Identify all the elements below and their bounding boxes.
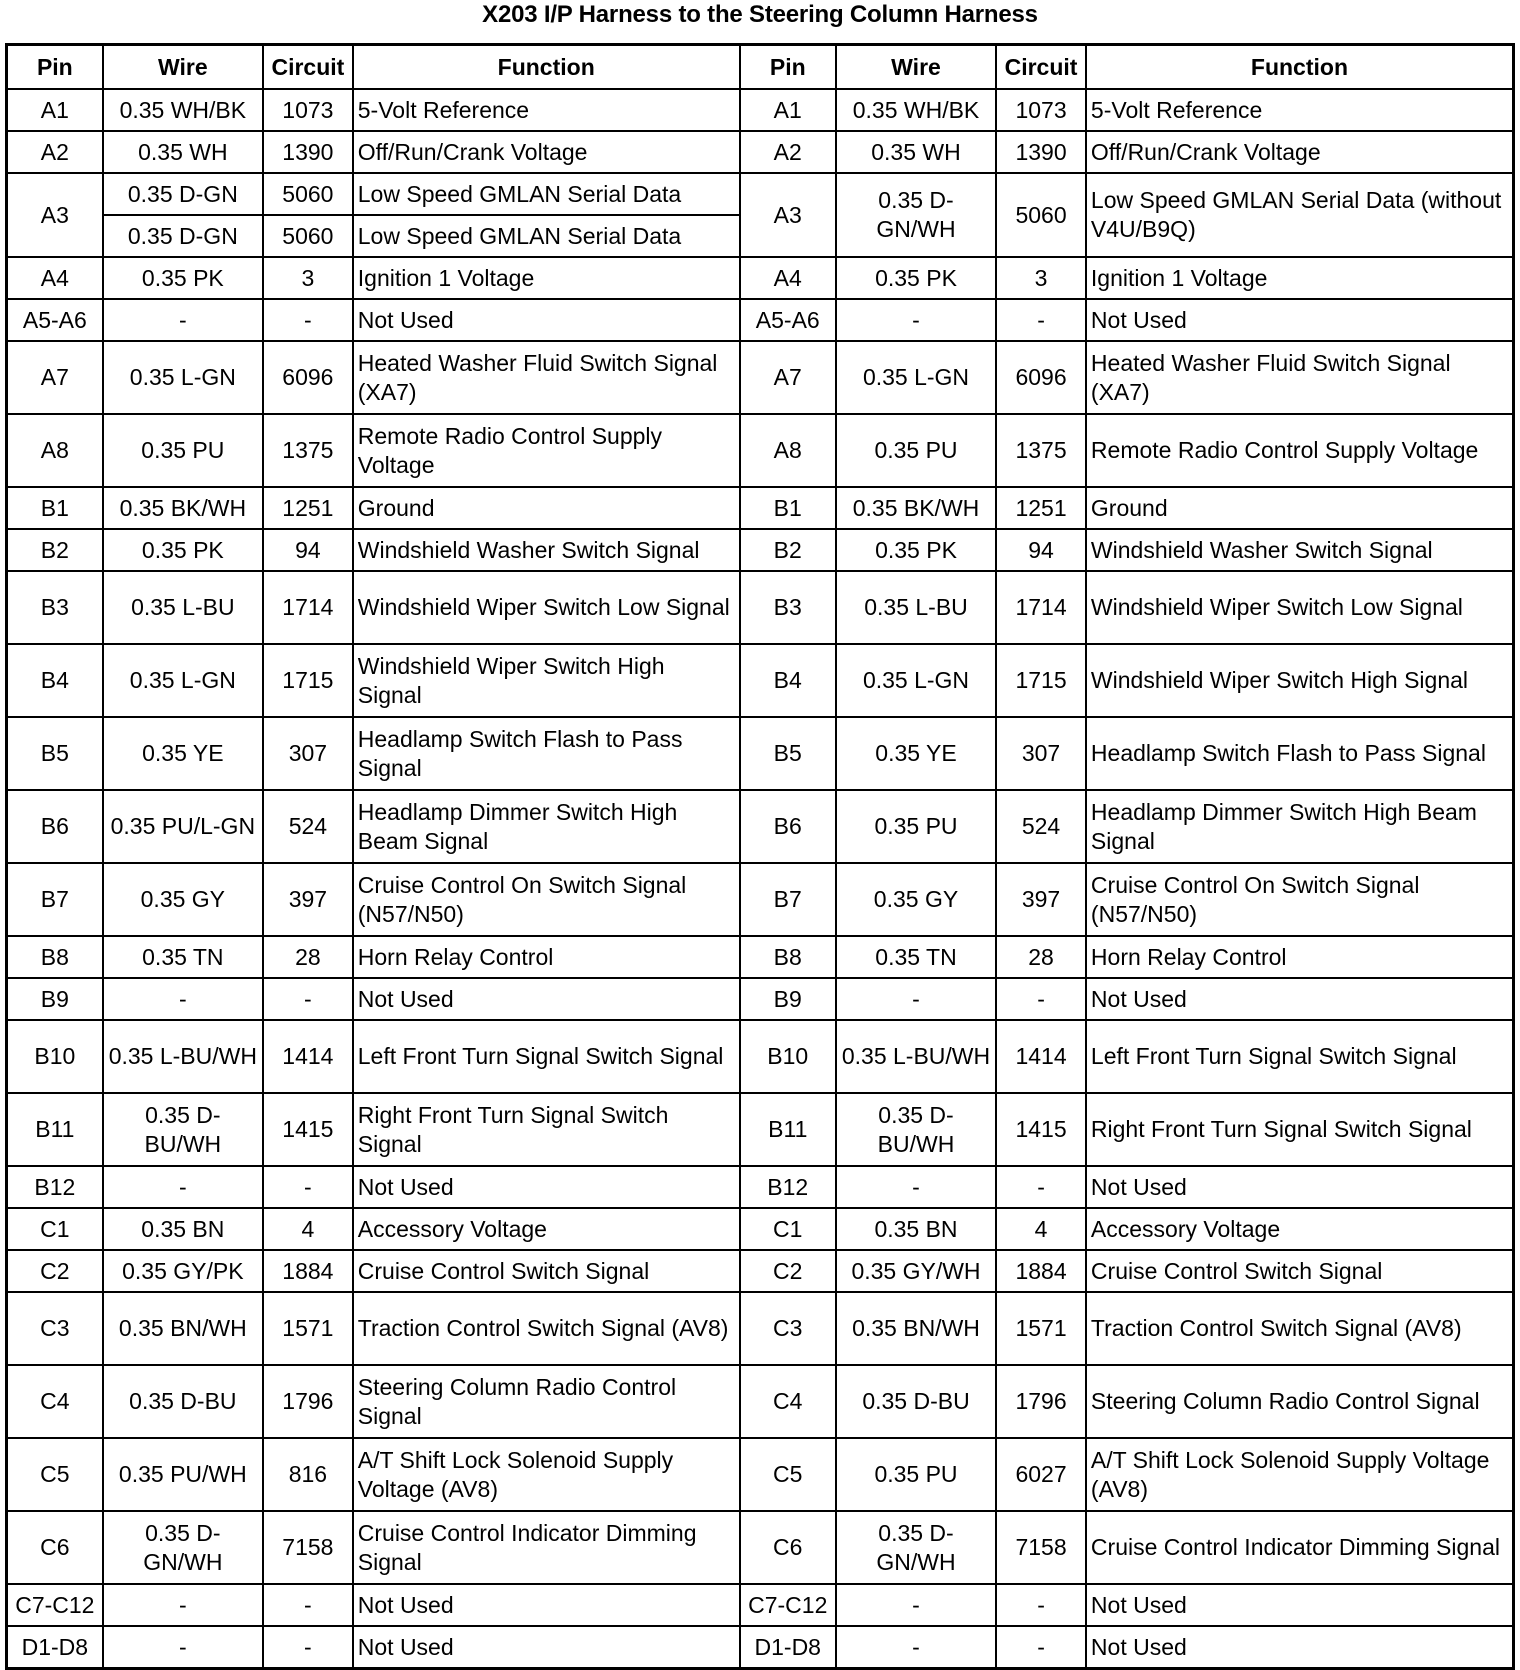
circuit-cell: 1714 bbox=[263, 571, 353, 644]
table-row bbox=[7, 790, 1514, 863]
table-row bbox=[7, 1584, 1514, 1626]
circuit-cell: 1715 bbox=[996, 644, 1086, 717]
table-row bbox=[7, 173, 1514, 215]
function-cell: Not Used bbox=[353, 1166, 740, 1208]
column-header-circuit: Circuit bbox=[996, 45, 1086, 90]
column-header-pin: Pin bbox=[7, 45, 103, 90]
function-cell: Low Speed GMLAN Serial Data (without V4U/B9Q) bbox=[1086, 173, 1514, 257]
circuit-cell: 816 bbox=[263, 1438, 353, 1511]
circuit-cell: 1714 bbox=[996, 571, 1086, 644]
wire-cell: 0.35 BN/WH bbox=[103, 1292, 263, 1365]
column-header-wire: Wire bbox=[103, 45, 263, 90]
table-row bbox=[7, 1365, 1514, 1438]
function-cell: Accessory Voltage bbox=[353, 1208, 740, 1250]
pin-cell: A1 bbox=[740, 89, 836, 131]
circuit-cell: 1390 bbox=[996, 131, 1086, 173]
pin-cell: A1 bbox=[7, 89, 103, 131]
table-row bbox=[7, 863, 1514, 936]
pin-cell: A4 bbox=[7, 257, 103, 299]
table-row bbox=[7, 1208, 1514, 1250]
pin-cell: B9 bbox=[7, 978, 103, 1020]
circuit-cell: 94 bbox=[996, 529, 1086, 571]
circuit-cell: 4 bbox=[996, 1208, 1086, 1250]
function-cell: Not Used bbox=[1086, 299, 1514, 341]
pin-cell: B4 bbox=[740, 644, 836, 717]
circuit-cell: - bbox=[996, 1626, 1086, 1669]
pin-cell: B3 bbox=[740, 571, 836, 644]
table-row bbox=[7, 341, 1514, 414]
function-cell: Not Used bbox=[1086, 1166, 1514, 1208]
wire-cell: 0.35 GY bbox=[103, 863, 263, 936]
function-cell: Steering Column Radio Control Signal bbox=[1086, 1365, 1514, 1438]
circuit-cell: 397 bbox=[996, 863, 1086, 936]
function-cell: Heated Washer Fluid Switch Signal (XA7) bbox=[353, 341, 740, 414]
pin-cell: D1-D8 bbox=[740, 1626, 836, 1669]
pin-cell: B4 bbox=[7, 644, 103, 717]
table-row bbox=[7, 529, 1514, 571]
wire-cell: 0.35 PU/L-GN bbox=[103, 790, 263, 863]
wire-cell: 0.35 PU/WH bbox=[103, 1438, 263, 1511]
wire-cell: 0.35 D-GN/WH bbox=[103, 1511, 263, 1584]
function-cell: Not Used bbox=[1086, 1626, 1514, 1669]
circuit-cell: 4 bbox=[263, 1208, 353, 1250]
pin-cell: B6 bbox=[740, 790, 836, 863]
table-row bbox=[7, 89, 1514, 131]
column-header-wire: Wire bbox=[836, 45, 996, 90]
function-cell: Heated Washer Fluid Switch Signal (XA7) bbox=[1086, 341, 1514, 414]
pin-cell: C2 bbox=[7, 1250, 103, 1292]
function-cell: Not Used bbox=[353, 299, 740, 341]
pin-cell: C3 bbox=[740, 1292, 836, 1365]
pin-cell: B9 bbox=[740, 978, 836, 1020]
wire-cell: 0.35 PK bbox=[836, 529, 996, 571]
wire-cell: 0.35 L-BU bbox=[836, 571, 996, 644]
circuit-cell: 3 bbox=[996, 257, 1086, 299]
function-cell: 5-Volt Reference bbox=[353, 89, 740, 131]
table-row bbox=[7, 644, 1514, 717]
pin-cell: A5-A6 bbox=[7, 299, 103, 341]
circuit-cell: 6096 bbox=[996, 341, 1086, 414]
circuit-cell: 7158 bbox=[263, 1511, 353, 1584]
wire-cell: 0.35 D-GN bbox=[103, 173, 263, 215]
circuit-cell: 1390 bbox=[263, 131, 353, 173]
circuit-cell: 1251 bbox=[263, 487, 353, 529]
circuit-cell: 1796 bbox=[996, 1365, 1086, 1438]
circuit-cell: 307 bbox=[996, 717, 1086, 790]
wire-cell: 0.35 WH bbox=[103, 131, 263, 173]
pin-cell: B10 bbox=[740, 1020, 836, 1093]
wire-cell: 0.35 WH/BK bbox=[103, 89, 263, 131]
circuit-cell: 1415 bbox=[996, 1093, 1086, 1166]
wire-cell: 0.35 WH bbox=[836, 131, 996, 173]
pin-cell: B2 bbox=[7, 529, 103, 571]
wire-cell: - bbox=[836, 1166, 996, 1208]
wire-cell: 0.35 BK/WH bbox=[836, 487, 996, 529]
function-cell: Low Speed GMLAN Serial Data bbox=[353, 173, 740, 215]
function-cell: Off/Run/Crank Voltage bbox=[1086, 131, 1514, 173]
wire-cell: 0.35 D-GN bbox=[103, 215, 263, 257]
wire-cell: - bbox=[103, 1166, 263, 1208]
wire-cell: - bbox=[103, 1626, 263, 1669]
function-cell: Cruise Control Indicator Dimming Signal bbox=[1086, 1511, 1514, 1584]
wire-cell: 0.35 BN bbox=[103, 1208, 263, 1250]
function-cell: Headlamp Switch Flash to Pass Signal bbox=[353, 717, 740, 790]
circuit-cell: - bbox=[263, 978, 353, 1020]
circuit-cell: 524 bbox=[263, 790, 353, 863]
function-cell: Cruise Control Indicator Dimming Signal bbox=[353, 1511, 740, 1584]
pin-cell: B11 bbox=[7, 1093, 103, 1166]
function-cell: Remote Radio Control Supply Voltage bbox=[353, 414, 740, 487]
pin-cell: C2 bbox=[740, 1250, 836, 1292]
pin-cell: B7 bbox=[740, 863, 836, 936]
circuit-cell: - bbox=[263, 1626, 353, 1669]
circuit-cell: - bbox=[996, 1584, 1086, 1626]
circuit-cell: 1375 bbox=[996, 414, 1086, 487]
function-cell: Not Used bbox=[1086, 1584, 1514, 1626]
pin-cell: B11 bbox=[740, 1093, 836, 1166]
wire-cell: 0.35 D-BU/WH bbox=[836, 1093, 996, 1166]
wire-cell: 0.35 BN bbox=[836, 1208, 996, 1250]
table-body bbox=[7, 89, 1514, 1669]
circuit-cell: 1414 bbox=[263, 1020, 353, 1093]
pin-cell: B8 bbox=[740, 936, 836, 978]
table-row bbox=[7, 978, 1514, 1020]
table-row bbox=[7, 1020, 1514, 1093]
function-cell: Left Front Turn Signal Switch Signal bbox=[353, 1020, 740, 1093]
function-cell: Cruise Control Switch Signal bbox=[353, 1250, 740, 1292]
pin-cell: C7-C12 bbox=[740, 1584, 836, 1626]
wire-cell: 0.35 D-BU bbox=[103, 1365, 263, 1438]
function-cell: A/T Shift Lock Solenoid Supply Voltage (AV8) bbox=[1086, 1438, 1514, 1511]
table-row bbox=[7, 1093, 1514, 1166]
function-cell: Windshield Wiper Switch High Signal bbox=[1086, 644, 1514, 717]
function-cell: Headlamp Switch Flash to Pass Signal bbox=[1086, 717, 1514, 790]
circuit-cell: 28 bbox=[263, 936, 353, 978]
function-cell: Windshield Washer Switch Signal bbox=[353, 529, 740, 571]
circuit-cell: 1375 bbox=[263, 414, 353, 487]
wire-cell: 0.35 GY/PK bbox=[103, 1250, 263, 1292]
column-header-pin: Pin bbox=[740, 45, 836, 90]
function-cell: Cruise Control On Switch Signal (N57/N50) bbox=[1086, 863, 1514, 936]
wire-cell: 0.35 YE bbox=[836, 717, 996, 790]
function-cell: Horn Relay Control bbox=[353, 936, 740, 978]
pin-cell: A3 bbox=[740, 173, 836, 257]
circuit-cell: 5060 bbox=[263, 215, 353, 257]
function-cell: Windshield Washer Switch Signal bbox=[1086, 529, 1514, 571]
circuit-cell: - bbox=[263, 1166, 353, 1208]
wire-cell: 0.35 WH/BK bbox=[836, 89, 996, 131]
table-row bbox=[7, 1250, 1514, 1292]
function-cell: Traction Control Switch Signal (AV8) bbox=[1086, 1292, 1514, 1365]
circuit-cell: 6027 bbox=[996, 1438, 1086, 1511]
pin-cell: B6 bbox=[7, 790, 103, 863]
function-cell: Ignition 1 Voltage bbox=[1086, 257, 1514, 299]
circuit-cell: - bbox=[996, 299, 1086, 341]
wire-cell: 0.35 GY/WH bbox=[836, 1250, 996, 1292]
pin-cell: C5 bbox=[740, 1438, 836, 1511]
function-cell: Not Used bbox=[1086, 978, 1514, 1020]
pin-cell: B8 bbox=[7, 936, 103, 978]
wire-cell: - bbox=[103, 299, 263, 341]
pin-cell: B1 bbox=[740, 487, 836, 529]
circuit-cell: 1073 bbox=[263, 89, 353, 131]
pin-cell: A4 bbox=[740, 257, 836, 299]
pin-cell: C3 bbox=[7, 1292, 103, 1365]
wire-cell: 0.35 D-GN/WH bbox=[836, 173, 996, 257]
table-row bbox=[7, 936, 1514, 978]
wire-cell: 0.35 YE bbox=[103, 717, 263, 790]
pin-cell: A7 bbox=[740, 341, 836, 414]
table-row bbox=[7, 1292, 1514, 1365]
pin-cell: A5-A6 bbox=[740, 299, 836, 341]
wire-cell: 0.35 D-BU bbox=[836, 1365, 996, 1438]
circuit-cell: 3 bbox=[263, 257, 353, 299]
circuit-cell: 1571 bbox=[263, 1292, 353, 1365]
pin-cell: A8 bbox=[7, 414, 103, 487]
circuit-cell: 1415 bbox=[263, 1093, 353, 1166]
table-row bbox=[7, 487, 1514, 529]
wire-cell: 0.35 L-BU bbox=[103, 571, 263, 644]
wire-cell: 0.35 L-GN bbox=[103, 644, 263, 717]
function-cell: Ground bbox=[353, 487, 740, 529]
table-row bbox=[7, 1626, 1514, 1669]
pin-cell: A7 bbox=[7, 341, 103, 414]
circuit-cell: 1796 bbox=[263, 1365, 353, 1438]
table-row bbox=[7, 257, 1514, 299]
pin-cell: D1-D8 bbox=[7, 1626, 103, 1669]
function-cell: Left Front Turn Signal Switch Signal bbox=[1086, 1020, 1514, 1093]
function-cell: Accessory Voltage bbox=[1086, 1208, 1514, 1250]
function-cell: Ignition 1 Voltage bbox=[353, 257, 740, 299]
pin-cell: B10 bbox=[7, 1020, 103, 1093]
function-cell: Windshield Wiper Switch Low Signal bbox=[353, 571, 740, 644]
pin-cell: B12 bbox=[740, 1166, 836, 1208]
pin-cell: B7 bbox=[7, 863, 103, 936]
function-cell: Headlamp Dimmer Switch High Beam Signal bbox=[1086, 790, 1514, 863]
circuit-cell: - bbox=[263, 1584, 353, 1626]
function-cell: Cruise Control Switch Signal bbox=[1086, 1250, 1514, 1292]
function-cell: Remote Radio Control Supply Voltage bbox=[1086, 414, 1514, 487]
function-cell: Cruise Control On Switch Signal (N57/N50) bbox=[353, 863, 740, 936]
pin-cell: B3 bbox=[7, 571, 103, 644]
table-row bbox=[7, 299, 1514, 341]
table-row bbox=[7, 131, 1514, 173]
wire-cell: - bbox=[836, 978, 996, 1020]
pin-cell: A3 bbox=[7, 173, 103, 257]
pin-cell: A8 bbox=[740, 414, 836, 487]
table-row bbox=[7, 571, 1514, 644]
wire-cell: 0.35 D-GN/WH bbox=[836, 1511, 996, 1584]
circuit-cell: - bbox=[996, 1166, 1086, 1208]
circuit-cell: 5060 bbox=[996, 173, 1086, 257]
wire-cell: 0.35 D-BU/WH bbox=[103, 1093, 263, 1166]
wire-cell: 0.35 PU bbox=[836, 790, 996, 863]
wire-cell: - bbox=[103, 1584, 263, 1626]
column-header-circuit: Circuit bbox=[263, 45, 353, 90]
circuit-cell: - bbox=[996, 978, 1086, 1020]
function-cell: Off/Run/Crank Voltage bbox=[353, 131, 740, 173]
circuit-cell: 524 bbox=[996, 790, 1086, 863]
page-title: X203 I/P Harness to the Steering Column Harness bbox=[482, 1, 1038, 28]
wire-cell: - bbox=[103, 978, 263, 1020]
function-cell: Low Speed GMLAN Serial Data bbox=[353, 215, 740, 257]
function-cell: Windshield Wiper Switch High Signal bbox=[353, 644, 740, 717]
table-row bbox=[7, 717, 1514, 790]
table-row bbox=[7, 1511, 1514, 1584]
function-cell: A/T Shift Lock Solenoid Supply Voltage (AV8) bbox=[353, 1438, 740, 1511]
column-header-function: Function bbox=[353, 45, 740, 90]
pin-cell: B5 bbox=[7, 717, 103, 790]
function-cell: Right Front Turn Signal Switch Signal bbox=[353, 1093, 740, 1166]
wire-cell: 0.35 L-GN bbox=[103, 341, 263, 414]
table-row bbox=[7, 414, 1514, 487]
pin-cell: B1 bbox=[7, 487, 103, 529]
circuit-cell: 1251 bbox=[996, 487, 1086, 529]
circuit-cell: 5060 bbox=[263, 173, 353, 215]
function-cell: Ground bbox=[1086, 487, 1514, 529]
circuit-cell: 6096 bbox=[263, 341, 353, 414]
circuit-cell: 1884 bbox=[263, 1250, 353, 1292]
circuit-cell: 1715 bbox=[263, 644, 353, 717]
function-cell: Right Front Turn Signal Switch Signal bbox=[1086, 1093, 1514, 1166]
header-row bbox=[7, 45, 1514, 90]
wire-cell: 0.35 TN bbox=[836, 936, 996, 978]
circuit-cell: 1884 bbox=[996, 1250, 1086, 1292]
pin-cell: B5 bbox=[740, 717, 836, 790]
circuit-cell: - bbox=[263, 299, 353, 341]
pin-cell: B12 bbox=[7, 1166, 103, 1208]
pin-cell: C4 bbox=[7, 1365, 103, 1438]
wire-cell: 0.35 TN bbox=[103, 936, 263, 978]
wire-cell: - bbox=[836, 1626, 996, 1669]
wire-cell: 0.35 PK bbox=[103, 529, 263, 571]
pin-cell: A2 bbox=[740, 131, 836, 173]
wire-cell: - bbox=[836, 299, 996, 341]
pin-cell: C1 bbox=[740, 1208, 836, 1250]
function-cell: Traction Control Switch Signal (AV8) bbox=[353, 1292, 740, 1365]
pin-cell: C6 bbox=[740, 1511, 836, 1584]
circuit-cell: 307 bbox=[263, 717, 353, 790]
wire-cell: 0.35 PU bbox=[836, 1438, 996, 1511]
pin-cell: C6 bbox=[7, 1511, 103, 1584]
wire-cell: - bbox=[836, 1584, 996, 1626]
wire-cell: 0.35 L-GN bbox=[836, 341, 996, 414]
wire-cell: 0.35 BK/WH bbox=[103, 487, 263, 529]
pin-cell: C7-C12 bbox=[7, 1584, 103, 1626]
wire-cell: 0.35 L-BU/WH bbox=[836, 1020, 996, 1093]
circuit-cell: 94 bbox=[263, 529, 353, 571]
wire-cell: 0.35 GY bbox=[836, 863, 996, 936]
function-cell: Windshield Wiper Switch Low Signal bbox=[1086, 571, 1514, 644]
pinout-table bbox=[5, 43, 1515, 1670]
pin-cell: C4 bbox=[740, 1365, 836, 1438]
function-cell: Horn Relay Control bbox=[1086, 936, 1514, 978]
wire-cell: 0.35 L-GN bbox=[836, 644, 996, 717]
circuit-cell: 1414 bbox=[996, 1020, 1086, 1093]
circuit-cell: 397 bbox=[263, 863, 353, 936]
function-cell: 5-Volt Reference bbox=[1086, 89, 1514, 131]
wire-cell: 0.35 PU bbox=[103, 414, 263, 487]
function-cell: Headlamp Dimmer Switch High Beam Signal bbox=[353, 790, 740, 863]
table-row bbox=[7, 1166, 1514, 1208]
function-cell: Not Used bbox=[353, 978, 740, 1020]
wire-cell: 0.35 PU bbox=[836, 414, 996, 487]
wire-cell: 0.35 PK bbox=[103, 257, 263, 299]
circuit-cell: 28 bbox=[996, 936, 1086, 978]
wire-cell: 0.35 PK bbox=[836, 257, 996, 299]
wire-cell: 0.35 L-BU/WH bbox=[103, 1020, 263, 1093]
circuit-cell: 1571 bbox=[996, 1292, 1086, 1365]
pin-cell: C5 bbox=[7, 1438, 103, 1511]
column-header-function: Function bbox=[1086, 45, 1514, 90]
pin-cell: C1 bbox=[7, 1208, 103, 1250]
function-cell: Not Used bbox=[353, 1626, 740, 1669]
function-cell: Steering Column Radio Control Signal bbox=[353, 1365, 740, 1438]
function-cell: Not Used bbox=[353, 1584, 740, 1626]
circuit-cell: 7158 bbox=[996, 1511, 1086, 1584]
wire-cell: 0.35 BN/WH bbox=[836, 1292, 996, 1365]
table-row bbox=[7, 1438, 1514, 1511]
pin-cell: A2 bbox=[7, 131, 103, 173]
circuit-cell: 1073 bbox=[996, 89, 1086, 131]
pin-cell: B2 bbox=[740, 529, 836, 571]
